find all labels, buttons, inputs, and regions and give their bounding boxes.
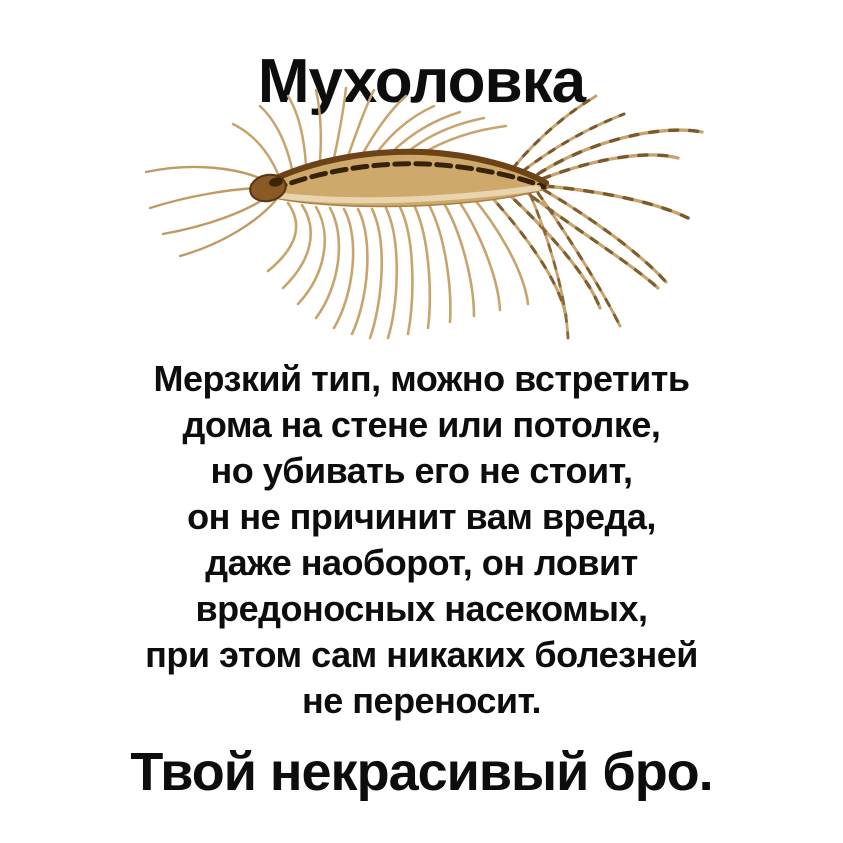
description-line-2: дома на стене или потолке, (182, 404, 661, 445)
description-line-1: Мерзкий тип, можно встретить (153, 358, 690, 399)
page-title: Мухоловка (257, 46, 586, 116)
description-line-3: но убивать его не стоит, (210, 450, 633, 491)
description-line-4: он не причинит вам вреда, (187, 496, 656, 537)
house-centipede-image (118, 76, 728, 348)
centipede-lower-legs (268, 194, 528, 338)
description-text (0, 356, 843, 724)
description-line-8: не переносит. (302, 680, 541, 721)
description-line-6: вредоносных насекомых, (195, 588, 648, 629)
footer-text: Твой некрасивый бро. (130, 742, 713, 802)
description-line-7: при этом сам никаких болезней (145, 634, 698, 675)
description-line-5: даже наоборот, он ловит (205, 542, 638, 583)
centipede-photo (118, 76, 728, 348)
